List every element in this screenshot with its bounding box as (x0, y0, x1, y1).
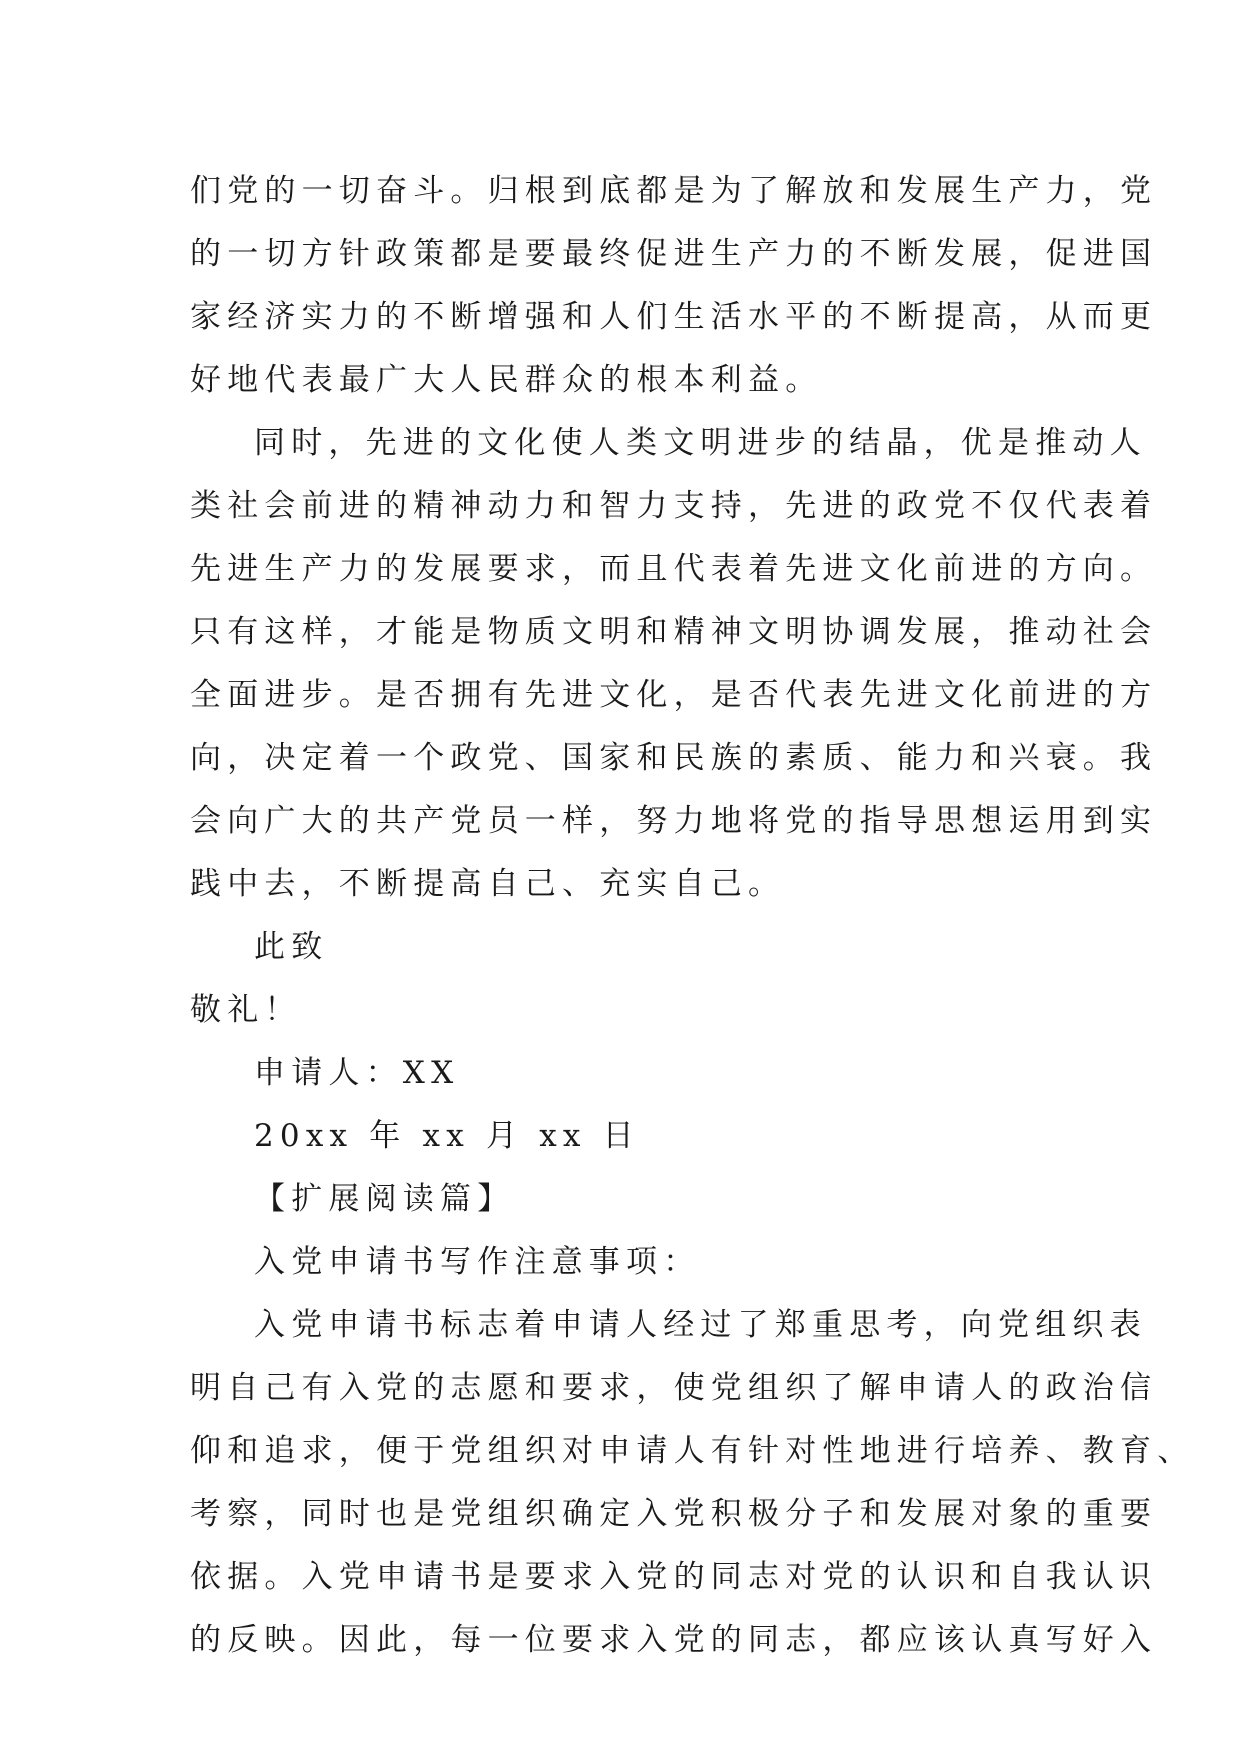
text-line: 敬礼！ (190, 992, 302, 1028)
text-line: 会向广大的共产党员一样，努力地将党的指导思想运用到实 (190, 803, 1158, 839)
text-line: 全面进步。是否拥有先进文化，是否代表先进文化前进的方 (190, 677, 1158, 713)
text-line: 入党申请书写作注意事项： (254, 1244, 701, 1280)
text-line: 考察，同时也是党组织确定入党积极分子和发展对象的重要 (190, 1496, 1158, 1532)
text-line: 只有这样，才能是物质文明和精神文明协调发展，推动社会 (190, 614, 1158, 650)
text-line: 好地代表最广大人民群众的根本利益。 (190, 362, 823, 398)
text-line: 的反映。因此，每一位要求入党的同志，都应该认真写好入 (190, 1622, 1158, 1658)
text-line: 此致 (254, 929, 329, 965)
text-line: 20xx 年 xx 月 xx 日 (254, 1118, 640, 1154)
text-line: 明自己有入党的志愿和要求，使党组织了解申请人的政治信 (190, 1370, 1158, 1406)
text-line: 类社会前进的精神动力和智力支持，先进的政党不仅代表着 (190, 488, 1158, 524)
text-line: 【扩展阅读篇】 (254, 1181, 515, 1217)
text-line: 仰和追求，便于党组织对申请人有针对性地进行培养、教育、 (190, 1433, 1195, 1469)
text-line: 践中去，不断提高自己、充实自己。 (190, 866, 786, 902)
text-line: 向，决定着一个政党、国家和民族的素质、能力和兴衰。我 (190, 740, 1158, 776)
text-line: 入党申请书标志着申请人经过了郑重思考，向党组织表 (254, 1307, 1147, 1343)
text-line: 先进生产力的发展要求，而且代表着先进文化前进的方向。 (190, 551, 1158, 587)
text-line: 申请人：XX (254, 1055, 460, 1091)
text-line: 们党的一切奋斗。归根到底都是为了解放和发展生产力，党 (190, 173, 1158, 209)
text-line: 家经济实力的不断增强和人们生活水平的不断提高，从而更 (190, 299, 1158, 335)
document-body (190, 160, 1195, 1672)
text-line: 依据。入党申请书是要求入党的同志对党的认识和自我认识 (190, 1559, 1158, 1595)
text-line: 同时，先进的文化使人类文明进步的结晶，优是推动人 (254, 425, 1147, 461)
text-line: 的一切方针政策都是要最终促进生产力的不断发展，促进国 (190, 236, 1158, 272)
